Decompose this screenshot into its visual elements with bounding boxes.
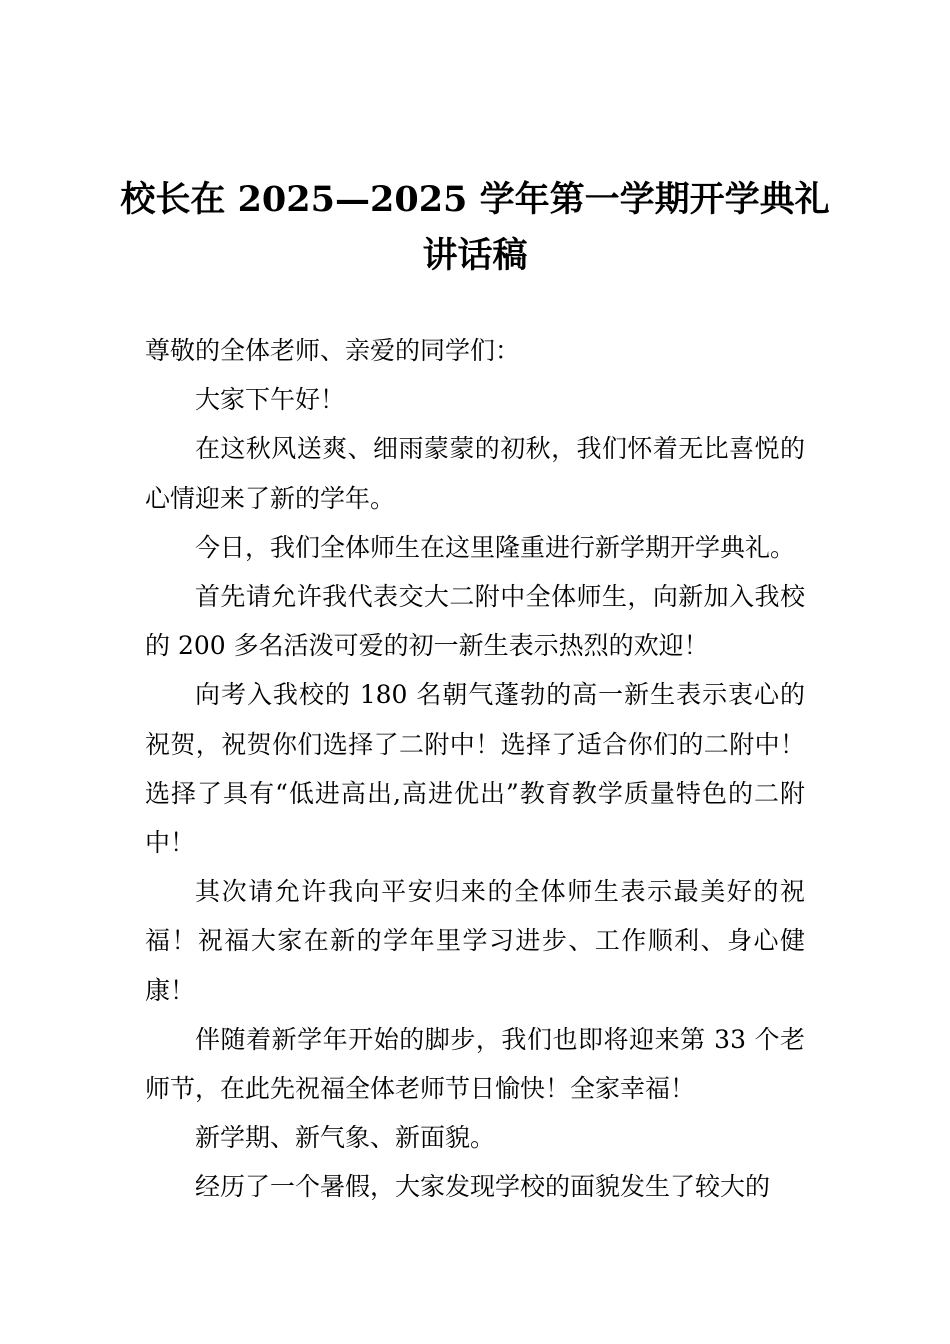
- paragraph: 经历了一个暑假，大家发现学校的面貌发生了较大的: [195, 1172, 771, 1202]
- document-title: [120, 172, 830, 284]
- paragraph: 在这秋风送爽、细雨蒙蒙的初秋，我们怀着无比喜悦的心情迎来了新的学年。: [145, 434, 805, 513]
- paragraph: 新学期、新气象、新面貌。: [195, 1123, 496, 1153]
- paragraph: 伴随着新学年开始的脚步，我们也即将迎来第 33 个老师节，在此先祝福全体老师节日愉快！全家幸福！: [145, 1024, 805, 1104]
- title-line-2: 讲话稿: [422, 235, 528, 276]
- paragraph: 向考入我校的 180 名朝气蓬勃的高一新生表示衷心的祝贺，祝贺你们选择了二附中！选择了适合你们的二附中！选择了具有“低进高出,高进优出”教育教学质量特色的二附中！: [145, 680, 805, 858]
- salutation: 尊敬的全体老师、亲爱的同学们：: [145, 336, 521, 365]
- paragraph: 首先请允许我代表交大二附中全体师生，向新加入我校的 200 多名活泼可爱的初一新生表示热烈的欢迎！: [145, 582, 805, 661]
- title-line-1: 校长在 2025—2025 学年第一学期开学典礼: [120, 179, 830, 220]
- paragraph: 其次请允许我向平安归来的全体师生表示最美好的祝福！祝福大家在新的学年里学习进步、工作顺利、身心健康！: [145, 877, 805, 1005]
- document-body: [145, 326, 805, 1212]
- paragraph: 今日，我们全体师生在这里隆重进行新学期开学典礼。: [195, 532, 796, 562]
- paragraph: 大家下午好！: [195, 385, 346, 415]
